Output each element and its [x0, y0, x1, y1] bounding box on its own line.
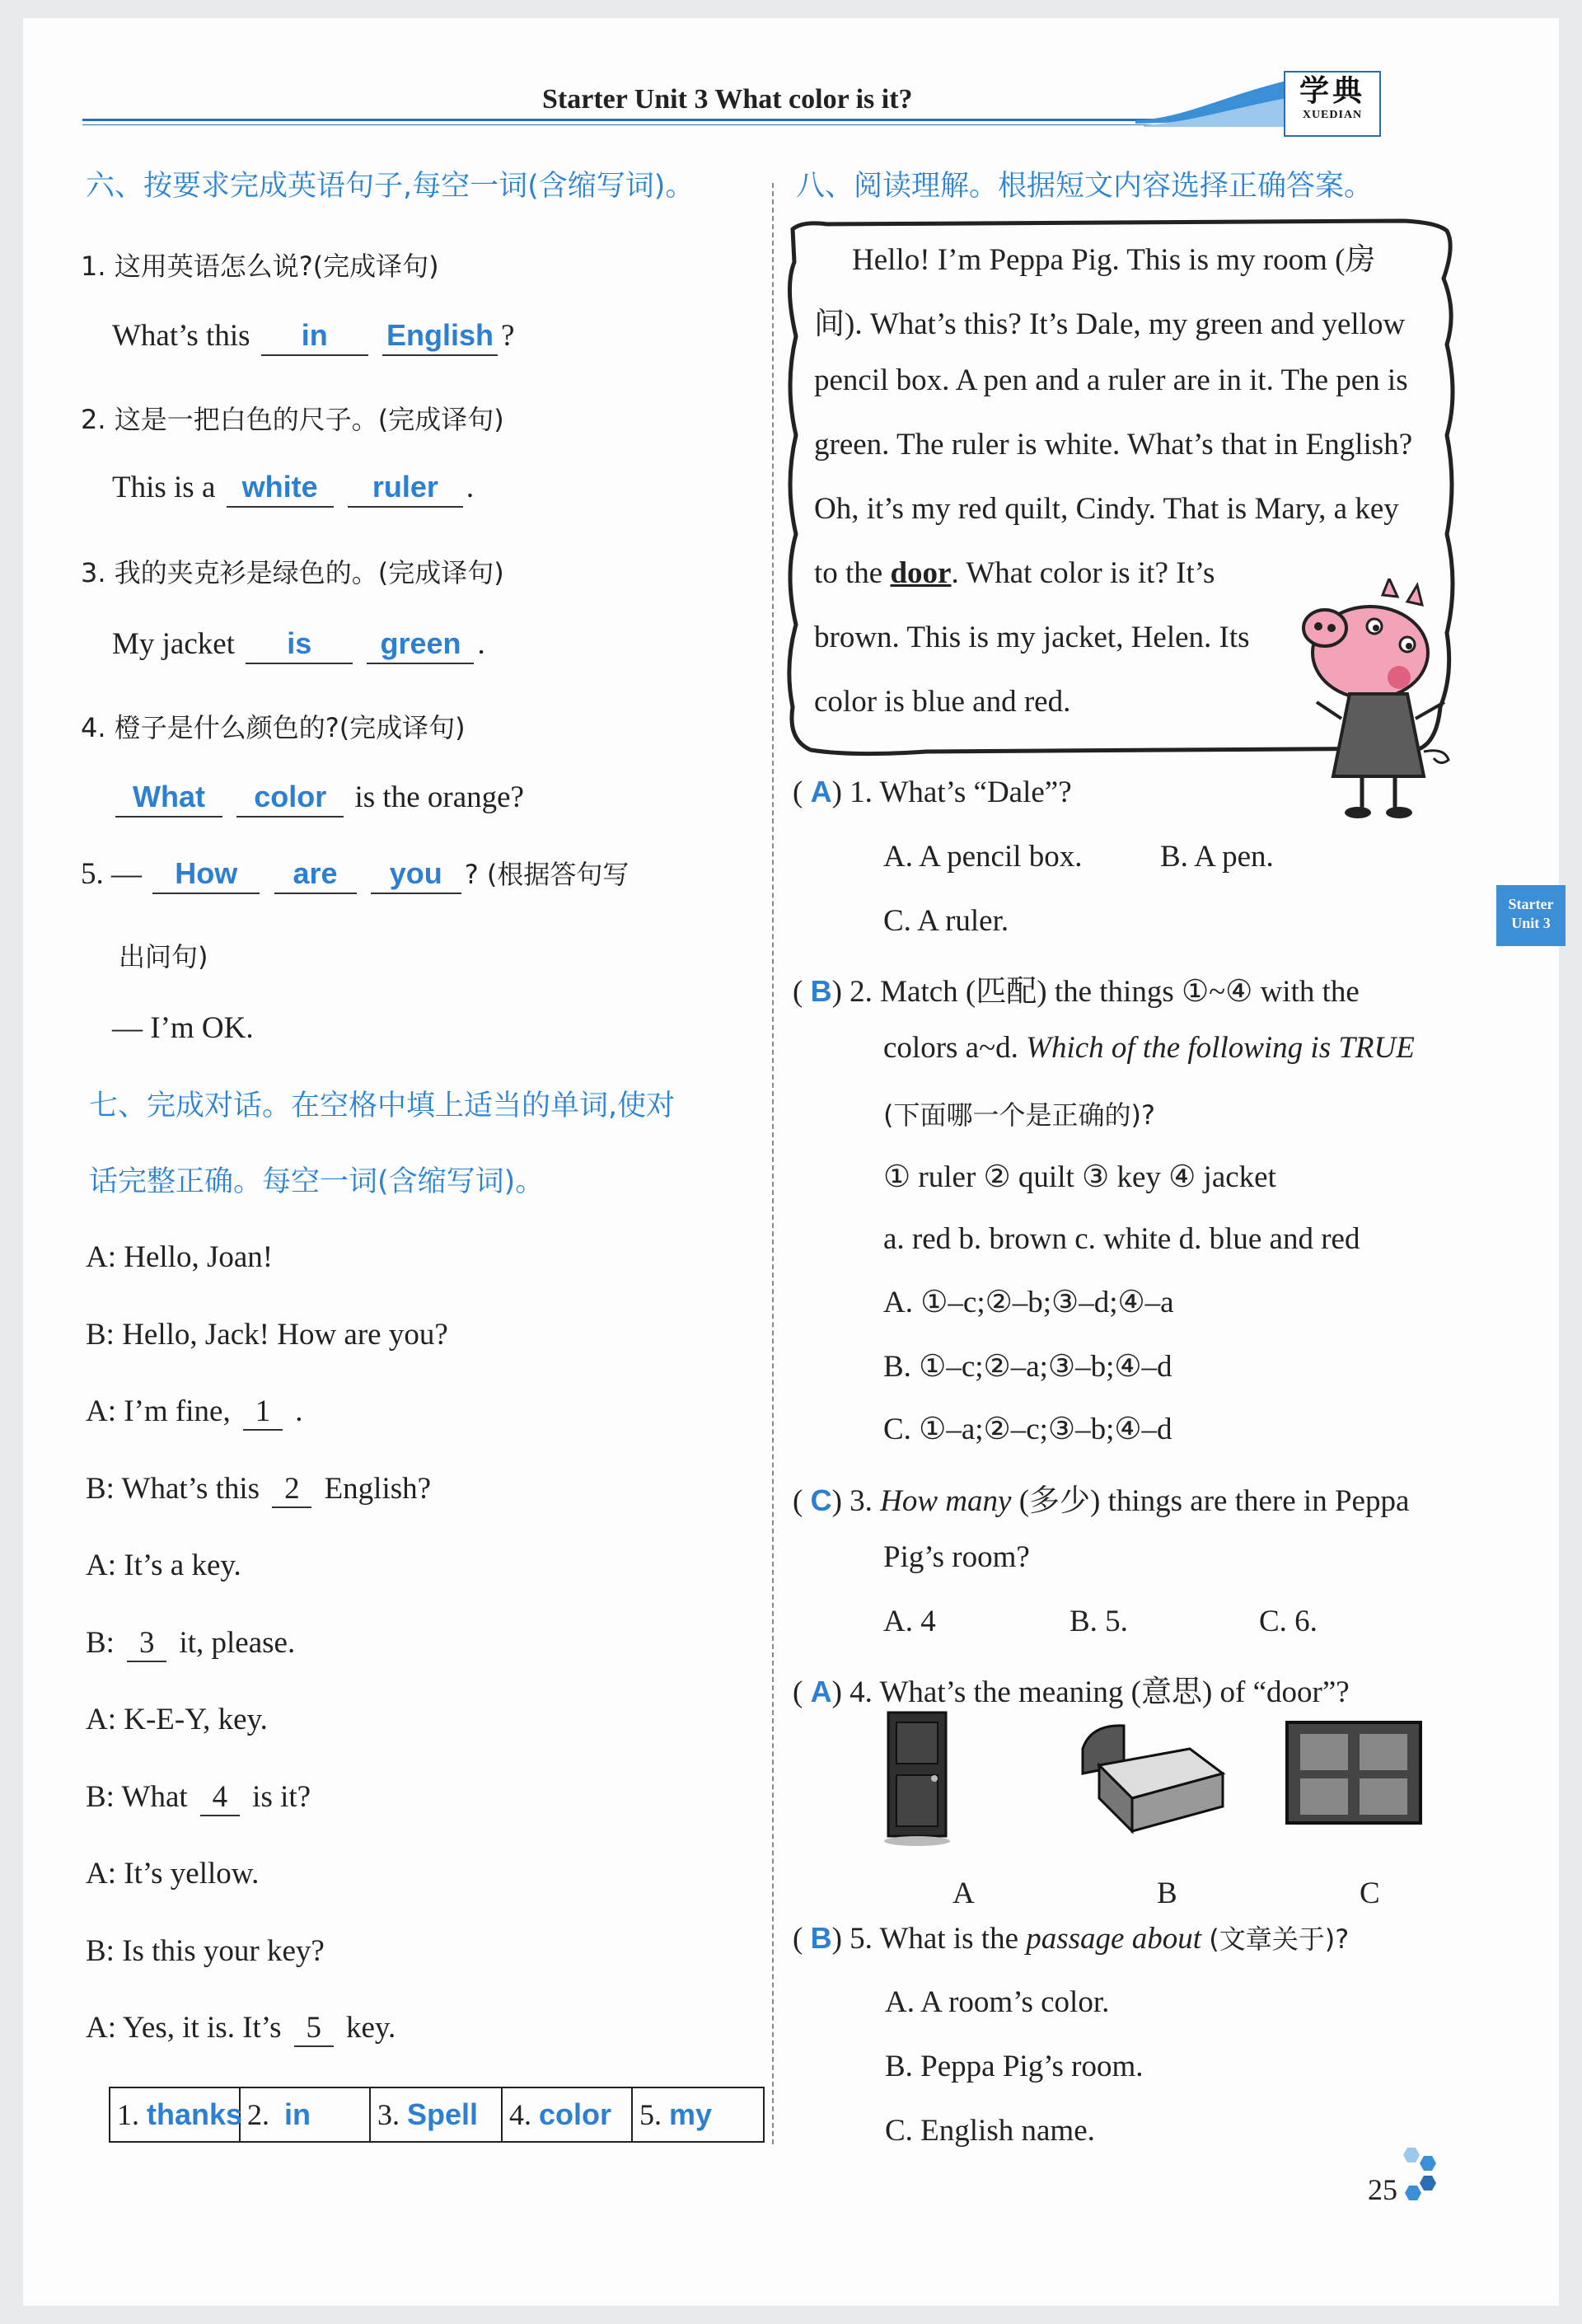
q8-3-opt-b[interactable]: B. 5.	[1069, 1605, 1128, 1638]
answer-blank[interactable]: How	[152, 856, 260, 894]
q8-5-opt-b[interactable]: B. Peppa Pig’s room.	[885, 2050, 1144, 2083]
numbered-blank[interactable]: 5	[294, 2010, 334, 2047]
answer-blank[interactable]: are	[274, 856, 357, 894]
answer-cell: 1. thanks	[110, 2088, 241, 2141]
window-image[interactable]	[1284, 1719, 1424, 1826]
passage-line: Hello! I’m Peppa Pig. This is my room (房	[852, 243, 1376, 277]
answer-blank[interactable]: ruler	[348, 470, 463, 508]
q6-3-line: My jacket is green .	[112, 626, 485, 664]
dialogue-line: A: It’s a key.	[86, 1549, 241, 1582]
header-rule-thin	[82, 124, 1211, 125]
answer-blank[interactable]: you	[371, 856, 461, 894]
q6-2-prompt: 2. 这是一把白色的尺子。(完成译句)	[81, 404, 504, 435]
q8-3-stem: ( C) 3. How many (多少) things are there in Peppa	[793, 1483, 1410, 1518]
q6-5-reply: — I’m OK.	[112, 1011, 254, 1045]
passage-line: 间). What’s this? It’s Dale, my green and yellow	[814, 307, 1406, 341]
section7-answer-table	[109, 2087, 765, 2143]
dialogue-line: A: Hello, Joan!	[86, 1240, 274, 1274]
answer-blank[interactable]: color	[236, 780, 344, 818]
q6-2-line: This is a white ruler .	[112, 470, 474, 508]
q8-4-label-b: B	[1157, 1877, 1177, 1910]
answer-blank[interactable]: green	[367, 626, 474, 664]
xuedian-logo: 学典 XUEDIAN	[1284, 71, 1381, 137]
answer-blank[interactable]: in	[261, 318, 368, 356]
q8-1-opt-c[interactable]: C. A ruler.	[883, 904, 1009, 938]
q8-2-opt-a[interactable]: A. ①–c;②–b;③–d;④–a	[883, 1286, 1174, 1319]
header-wave-decoration	[1135, 69, 1300, 135]
q6-5-line: 5. — How are you ? (根据答句写	[81, 854, 629, 894]
dialogue-line: B: Hello, Jack! How are you?	[86, 1317, 448, 1352]
q6-1-line: What’s this in English ?	[112, 318, 514, 356]
dialogue-line: A: It’s yellow.	[86, 1857, 260, 1891]
page-header-title: Starter Unit 3 What color is it?	[542, 84, 913, 115]
q8-1-stem: ( A) 1. What’s “Dale”?	[793, 775, 1072, 809]
section7-heading-2: 话完整正确。每空一词(含缩写词)。	[89, 1165, 545, 1198]
q8-2-opt-b[interactable]: B. ①–c;②–a;③–b;④–d	[883, 1350, 1172, 1384]
q8-2-stem-2: colors a~d. Which of the following is TRUE	[883, 1031, 1415, 1065]
dialogue-line: B: 3 it, please.	[86, 1625, 295, 1662]
answer-blank[interactable]: white	[227, 470, 334, 508]
dialogue-line: A: Yes, it is. It’s 5 key.	[86, 2010, 396, 2047]
bed-image[interactable]	[1066, 1716, 1231, 1839]
answer-cell: 5. my	[639, 2097, 713, 2131]
passage-line: Oh, it’s my red quilt, Cindy. That is Mary, a key	[814, 492, 1399, 526]
q8-2-stem: ( B) 2. Match (匹配) the things ①~④ with the	[793, 974, 1360, 1009]
dialogue-line: B: What 4 is it?	[86, 1779, 311, 1816]
q8-3-opt-a[interactable]: A. 4	[883, 1605, 936, 1638]
passage-line: brown. This is my jacket, Helen. Its	[814, 621, 1250, 654]
q8-3-stem-2: Pig’s room?	[883, 1540, 1030, 1574]
q8-4-label-a: A	[952, 1877, 975, 1910]
q8-4-stem: ( A) 4. What’s the meaning (意思) of “door”?	[793, 1675, 1350, 1709]
dialogue-line: B: What’s this 2 English?	[86, 1471, 431, 1508]
header-rule	[82, 119, 1211, 121]
q6-5-cont: 出问句)	[119, 941, 208, 972]
numbered-blank[interactable]: 2	[272, 1471, 311, 1508]
passage-line: to the door. What color is it? It’s	[814, 556, 1215, 590]
q8-3-opt-c[interactable]: C. 6.	[1259, 1605, 1318, 1638]
answer-blank[interactable]: What	[115, 780, 222, 818]
hexagon-decoration	[1391, 2144, 1457, 2227]
q6-3-prompt: 3. 我的夹克衫是绿色的。(完成译句)	[81, 557, 504, 588]
q8-5-opt-a[interactable]: A. A room’s color.	[885, 1985, 1110, 2019]
door-image[interactable]	[880, 1709, 954, 1849]
page-number: 25	[1368, 2173, 1397, 2206]
q6-1-prompt: 1. 这用英语怎么说?(完成译句)	[81, 251, 439, 282]
answer-cell: 2. in	[241, 2088, 371, 2141]
passage-line: pencil box. A pen and a ruler are in it. The pen is	[814, 363, 1408, 397]
dialogue-line: A: I’m fine, 1 .	[86, 1394, 302, 1431]
answer-cell: 4. color	[503, 2088, 633, 2141]
q8-1-opt-b[interactable]: B. A pen.	[1160, 840, 1274, 874]
dialogue-line: A: K-E-Y, key.	[86, 1703, 268, 1736]
q8-2-things: ① ruler ② quilt ③ key ④ jacket	[883, 1160, 1276, 1194]
q6-4-line: What color is the orange?	[112, 780, 524, 818]
dialogue-line: B: Is this your key?	[86, 1933, 325, 1968]
passage-line: green. The ruler is white. What’s that in English?	[814, 428, 1413, 462]
q8-2-stem-3: (下面哪一个是正确的)?	[883, 1099, 1155, 1131]
numbered-blank[interactable]: 4	[200, 1779, 240, 1816]
section6-heading: 六、按要求完成英语句子,每空一词(含缩写词)。	[86, 170, 695, 203]
page	[23, 18, 1559, 2306]
answer-blank[interactable]: is	[246, 626, 353, 664]
numbered-blank[interactable]: 3	[127, 1625, 166, 1662]
q8-1-opt-a[interactable]: A. A pencil box.	[883, 840, 1083, 874]
q8-2-colors: a. red b. brown c. white d. blue and red	[883, 1222, 1360, 1256]
answer-blank[interactable]: English	[382, 318, 498, 356]
numbered-blank[interactable]: 1	[243, 1394, 283, 1431]
section8-heading: 八、阅读理解。根据短文内容选择正确答案。	[796, 170, 1374, 203]
q8-4-label-c: C	[1360, 1877, 1380, 1910]
q6-4-prompt: 4. 橙子是什么颜色的?(完成译句)	[81, 712, 466, 743]
column-divider	[772, 183, 774, 2144]
peppa-pig-illustration	[1292, 579, 1473, 826]
section7-heading-1: 七、完成对话。在空格中填上适当的单词,使对	[89, 1089, 676, 1122]
q8-2-opt-c[interactable]: C. ①–a;②–c;③–b;④–d	[883, 1413, 1172, 1446]
unit-side-tab: Starter Unit 3	[1496, 885, 1566, 946]
q8-5-stem: ( B) 5. What is the passage about (文章关于)?	[793, 1921, 1350, 1956]
q8-5-opt-c[interactable]: C. English name.	[885, 2114, 1095, 2148]
passage-line: color is blue and red.	[814, 685, 1071, 719]
answer-cell: 3. Spell	[371, 2088, 503, 2141]
